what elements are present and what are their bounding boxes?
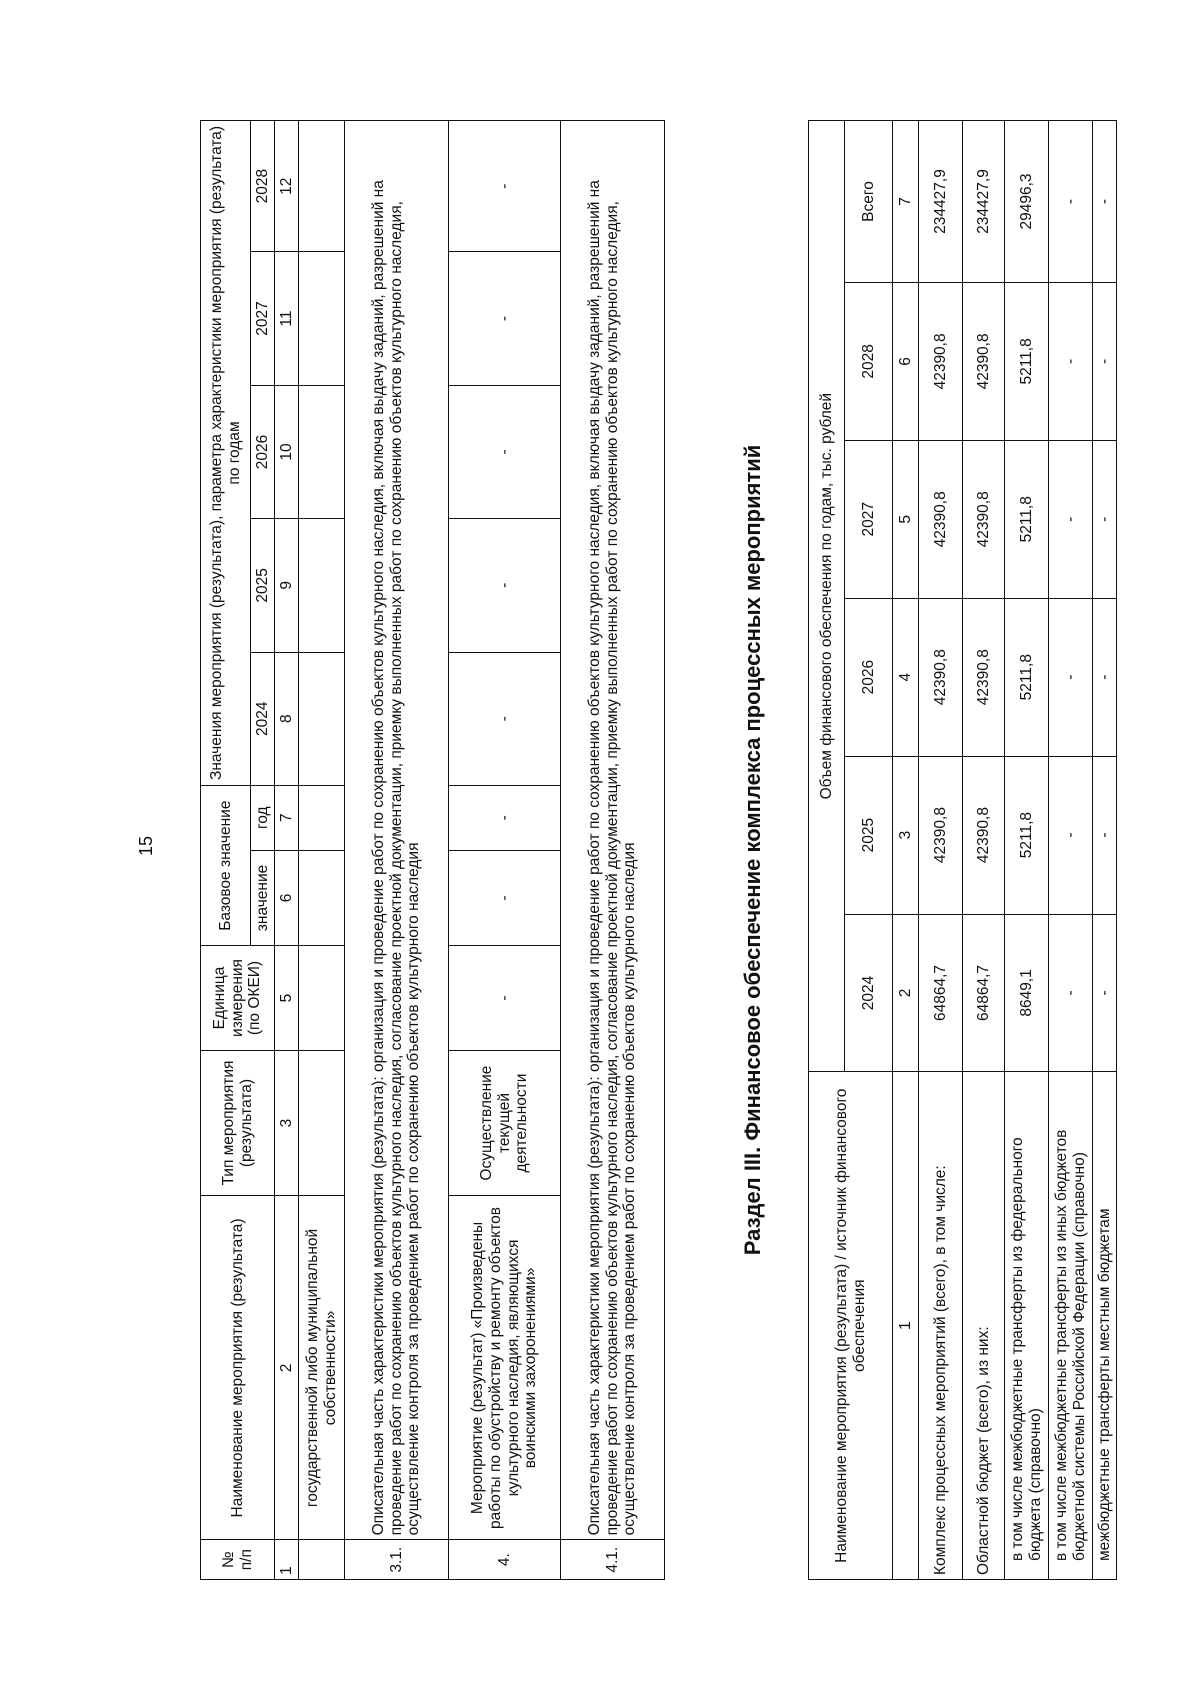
table-row xyxy=(449,121,561,1580)
row-number: 4.1. xyxy=(561,1540,665,1580)
fin-value: 42390,8 xyxy=(963,598,1005,756)
fin-value: - xyxy=(1093,914,1117,1072)
fin-row-name: межбюджетные трансферты местным бюджетам xyxy=(1093,1072,1117,1580)
year-value: - xyxy=(449,252,561,385)
header-year: 2024 xyxy=(251,652,275,785)
header-base: Базовое значение xyxy=(201,785,251,945)
column-number-row xyxy=(275,121,299,1580)
fin-value: 42390,8 xyxy=(919,440,963,598)
header-year: 2028 xyxy=(251,121,275,252)
col-number: 3 xyxy=(893,756,919,914)
base-year: - xyxy=(449,785,561,850)
col-number: 2 xyxy=(275,1196,299,1540)
header-type: Тип мероприятия (результата) xyxy=(201,1050,275,1196)
activity-type: Осуществление текущей деятельности xyxy=(449,1050,561,1196)
row-number: 3.1. xyxy=(345,1540,449,1580)
header-total: Всего xyxy=(845,121,893,283)
fin-value: 234427,9 xyxy=(963,121,1005,283)
col-number: 6 xyxy=(275,850,299,946)
table-row xyxy=(963,121,1005,1580)
fin-row-name: Областной бюджет (всего), из них: xyxy=(963,1072,1005,1580)
fin-value: 42390,8 xyxy=(919,282,963,440)
col-number: 1 xyxy=(893,1072,919,1580)
header-year: 2025 xyxy=(845,756,893,914)
base-value: - xyxy=(449,850,561,946)
fin-value: - xyxy=(1093,282,1117,440)
table-row xyxy=(561,121,665,1580)
year-value: - xyxy=(449,121,561,252)
fin-value: 5211,8 xyxy=(1005,440,1049,598)
col-number: 8 xyxy=(275,652,299,785)
header-year: 2024 xyxy=(845,914,893,1072)
col-number: 12 xyxy=(275,121,299,252)
fin-value: - xyxy=(1093,756,1117,914)
col-number: 3 xyxy=(275,1050,299,1196)
fin-value: - xyxy=(1093,121,1117,283)
year-value: - xyxy=(449,385,561,518)
fin-value: - xyxy=(1049,121,1093,283)
fin-value: - xyxy=(1049,756,1093,914)
col-number: 2 xyxy=(893,914,919,1072)
fin-row-name: в том числе межбюджетные трансферты из федерального бюджета (справочно) xyxy=(1005,1072,1049,1580)
activity-name: Мероприятие (результат) «Произведены работы по обустройству и ремонту объектов культурного наследия, являющихся воинскими захоронениями» xyxy=(449,1196,561,1540)
header-unit: Единица измерения (по ОКЕИ) xyxy=(201,946,275,1050)
table-row xyxy=(1049,121,1093,1580)
page-number: 15 xyxy=(136,835,156,857)
fin-row-name: в том числе межбюджетные трансферты из иных бюджетов бюджетной системы Российской Федерации (справочно) xyxy=(1049,1072,1093,1580)
fin-value: 42390,8 xyxy=(919,756,963,914)
description-text: Описательная часть характеристики мероприятия (результата): организация и проведение работ по сохранению объектов культурного наследия, включая выдачу заданий, разрешений на проведение работ по сохранению объектов культурного наследия, согласование проектной документации, приемку выполненных работ по сохранению объектов культурного наследия, осуществление контроля за проведением работ по сохранению объектов культурного наследия xyxy=(561,121,665,1540)
header-year: 2028 xyxy=(845,282,893,440)
fin-value: 42390,8 xyxy=(963,756,1005,914)
col-number: 11 xyxy=(275,252,299,385)
column-number-row xyxy=(893,121,919,1580)
col-number: 4 xyxy=(893,598,919,756)
activities-table xyxy=(200,120,665,1580)
header-values: Значения мероприятия (результата), параметра характеристики мероприятия (результата) по годам xyxy=(201,121,251,786)
fin-value: 42390,8 xyxy=(919,598,963,756)
header-volume: Объем финансового обеспечения по годам, тыс. рублей xyxy=(809,121,845,1072)
col-number: 9 xyxy=(275,519,299,652)
table-row xyxy=(919,121,963,1580)
continuation-row xyxy=(299,121,345,1580)
header-year: 2027 xyxy=(845,440,893,598)
fin-value: - xyxy=(1093,440,1117,598)
header-year: 2026 xyxy=(251,385,275,518)
year-value: - xyxy=(449,652,561,785)
financing-table xyxy=(808,120,1117,1580)
fin-value: 5211,8 xyxy=(1005,598,1049,756)
fin-value: - xyxy=(1049,914,1093,1072)
col-number: 7 xyxy=(275,785,299,850)
fin-value: - xyxy=(1093,598,1117,756)
fin-value: 42390,8 xyxy=(963,440,1005,598)
table-row xyxy=(1093,121,1117,1580)
col-number: 7 xyxy=(893,121,919,283)
continuation-text: государственной либо муниципальной собственности» xyxy=(299,1196,345,1540)
header-year: 2026 xyxy=(845,598,893,756)
header-base-year: год xyxy=(251,785,275,850)
table-row xyxy=(1005,121,1049,1580)
header-fin-name: Наименование мероприятия (результата) / источник финансового обеспечения xyxy=(809,1072,893,1580)
fin-value: 64864,7 xyxy=(919,914,963,1072)
fin-value: - xyxy=(1049,598,1093,756)
header-num: № п/п xyxy=(201,1540,275,1580)
header-year: 2027 xyxy=(251,252,275,385)
fin-value: 5211,8 xyxy=(1005,282,1049,440)
description-text: Описательная часть характеристики мероприятия (результата): организация и проведение работ по сохранению объектов культурного наследия, включая выдачу заданий, разрешений на проведение работ по сохранению объектов культурного наследия, согласование проектной документации, приемку выполненных работ по сохранению объектов культурного наследия, осуществление контроля за проведением работ по сохранению объектов культурного наследия xyxy=(345,121,449,1540)
fin-value: 64864,7 xyxy=(963,914,1005,1072)
table-row xyxy=(345,121,449,1580)
fin-value: 42390,8 xyxy=(963,282,1005,440)
fin-value: 8649,1 xyxy=(1005,914,1049,1072)
fin-value: - xyxy=(1049,282,1093,440)
col-number: 1 xyxy=(275,1540,299,1580)
col-number: 10 xyxy=(275,385,299,518)
activity-unit: - xyxy=(449,946,561,1050)
header-year: 2025 xyxy=(251,519,275,652)
row-number: 4. xyxy=(449,1540,561,1580)
year-value: - xyxy=(449,519,561,652)
col-number: 6 xyxy=(893,282,919,440)
col-number: 5 xyxy=(275,946,299,1050)
fin-value: - xyxy=(1049,440,1093,598)
col-number: 5 xyxy=(893,440,919,598)
header-base-value: значение xyxy=(251,850,275,946)
fin-row-name: Комплекс процессных мероприятий (всего), в том числе: xyxy=(919,1072,963,1580)
section-title: Раздел III. Финансовое обеспечение комплекса процессных мероприятий xyxy=(740,444,765,1256)
fin-value: 234427,9 xyxy=(919,121,963,283)
fin-value: 29496,3 xyxy=(1005,121,1049,283)
header-name: Наименование мероприятия (результата) xyxy=(201,1196,275,1540)
fin-value: 5211,8 xyxy=(1005,756,1049,914)
